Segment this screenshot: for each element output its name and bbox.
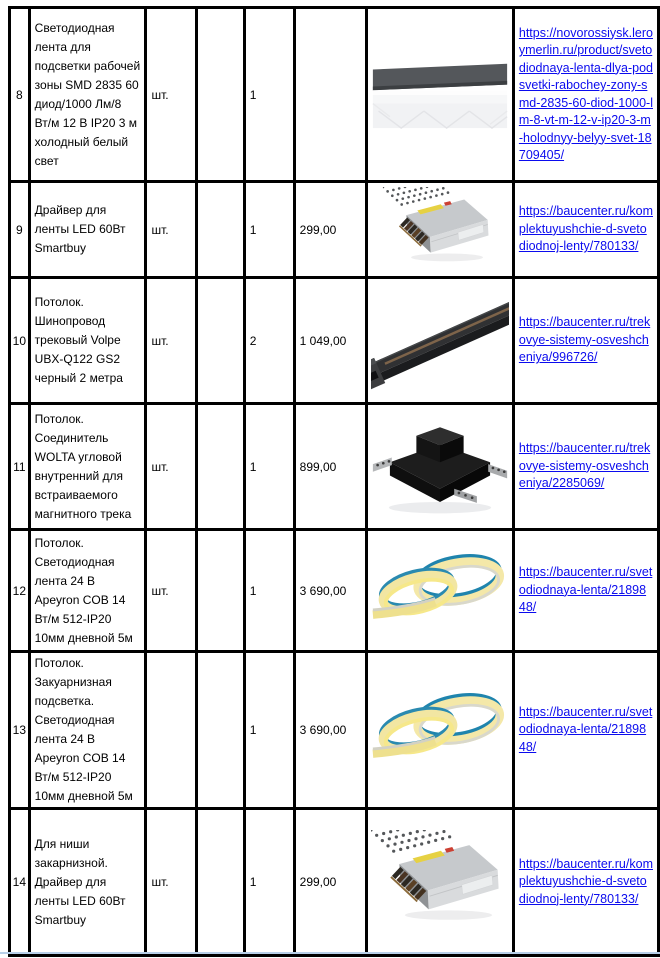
- empty-cell: [197, 278, 244, 404]
- table-row: [10, 652, 659, 809]
- quantity-cell: 1: [244, 530, 294, 652]
- product-description: Светодиодная лента для подсветки рабочей зоны SMD 2835 60 диод/1000 Лм/8 Вт/м 12 В IP20 3 м холодный белый свет: [29, 8, 146, 182]
- document-page: [8, 6, 660, 957]
- unit-cell: шт.: [146, 809, 197, 956]
- unit-cell: шт.: [146, 182, 197, 278]
- product-image-cell: [367, 809, 514, 956]
- unit-cell: шт.: [146, 530, 197, 652]
- empty-cell: [197, 404, 244, 530]
- table-row: [10, 8, 659, 182]
- quantity-cell: 2: [244, 278, 294, 404]
- product-link[interactable]: https://novorossiysk.leroymerlin.ru/product/svetodiodnaya-lenta-dlya-podsvetki-rabochey-zony-smd-2835-60-diod-1000-lm-8-vt-m-12-v-ip20-3-m-holodnyy-belyy-svet-18709405/: [518, 25, 653, 162]
- unit-cell: шт.: [146, 278, 197, 404]
- led-strip-coil-photo: [371, 539, 509, 643]
- product-description: Потолок. Соединитель WOLTA угловой внутренний для встраиваемого магнитного трека: [29, 404, 146, 530]
- product-link[interactable]: https://baucenter.ru/svetodiodnaya-lenta/2189848/: [518, 565, 653, 615]
- row-number: 9: [10, 182, 30, 278]
- product-link[interactable]: https://baucenter.ru/trekovye-sistemy-osveshcheniya/996726/: [518, 315, 651, 365]
- product-description: Потолок. Закуарнизная подсветка. Светодиодная лента 24 В Apeyron COB 14 Вт/м 512-IP20 10мм дневной 5м: [29, 652, 146, 809]
- price-cell: 299,00: [294, 809, 367, 956]
- product-image-cell: [367, 530, 514, 652]
- product-link[interactable]: https://baucenter.ru/komplektuyushchie-d-svetodiodnoj-lenty/780133/: [518, 204, 653, 254]
- product-description: Потолок. Шинопровод трековый Volpe UBX-Q122 GS2 черный 2 метра: [29, 278, 146, 404]
- price-cell: [294, 8, 367, 182]
- link-cell: [513, 404, 658, 530]
- price-cell: 3 690,00: [294, 652, 367, 809]
- quantity-cell: 1: [244, 809, 294, 956]
- product-image-cell: [367, 278, 514, 404]
- table-row: [10, 404, 659, 530]
- product-image-cell: [367, 404, 514, 530]
- products-table: [8, 6, 660, 957]
- price-cell: 3 690,00: [294, 530, 367, 652]
- link-cell: [513, 809, 658, 956]
- link-cell: [513, 182, 658, 278]
- empty-cell: [197, 652, 244, 809]
- price-cell: 1 049,00: [294, 278, 367, 404]
- table-row: [10, 182, 659, 278]
- price-cell: 299,00: [294, 182, 367, 278]
- product-link[interactable]: https://baucenter.ru/svetodiodnaya-lenta/2189848/: [518, 704, 653, 754]
- led-driver-photo: [371, 187, 509, 273]
- row-number: 12: [10, 530, 30, 652]
- product-image-cell: [367, 8, 514, 182]
- empty-cell: [197, 530, 244, 652]
- unit-cell: шт.: [146, 404, 197, 530]
- link-cell: [513, 8, 658, 182]
- price-cell: 899,00: [294, 404, 367, 530]
- quantity-cell: 1: [244, 404, 294, 530]
- product-image-cell: [367, 182, 514, 278]
- table-row: [10, 530, 659, 652]
- quantity-cell: 1: [244, 182, 294, 278]
- product-description: Для ниши закарнизной. Драйвер для ленты LED 60Вт Smartbuy: [29, 809, 146, 956]
- row-number: 8: [10, 8, 30, 182]
- product-image-cell: [367, 652, 514, 809]
- row-number: 14: [10, 809, 30, 956]
- led-strip-coil-photo: [371, 678, 509, 782]
- table-row: [10, 278, 659, 404]
- page-edge-line: [0, 952, 660, 954]
- led-driver-photo: [371, 830, 509, 934]
- track-rail-photo: [371, 289, 509, 393]
- table-row: [10, 809, 659, 956]
- link-cell: [513, 530, 658, 652]
- link-cell: [513, 278, 658, 404]
- empty-cell: [197, 8, 244, 182]
- led-strip-under-cabinet-photo: [371, 43, 509, 147]
- product-description: Потолок. Светодиодная лента 24 В Apeyron COB 14 Вт/м 512-IP20 10мм дневной 5м: [29, 530, 146, 652]
- unit-cell: [146, 652, 197, 809]
- row-number: 13: [10, 652, 30, 809]
- unit-cell: шт.: [146, 8, 197, 182]
- link-cell: [513, 652, 658, 809]
- quantity-cell: 1: [244, 652, 294, 809]
- row-number: 10: [10, 278, 30, 404]
- product-description: Драйвер для ленты LED 60Вт Smartbuy: [29, 182, 146, 278]
- row-number: 11: [10, 404, 30, 530]
- empty-cell: [197, 809, 244, 956]
- quantity-cell: 1: [244, 8, 294, 182]
- product-link[interactable]: https://baucenter.ru/trekovye-sistemy-osveshcheniya/2285069/: [518, 441, 651, 491]
- product-link[interactable]: https://baucenter.ru/komplektuyushchie-d-svetodiodnoj-lenty/780133/: [518, 856, 653, 906]
- corner-connector-photo: [371, 415, 509, 519]
- empty-cell: [197, 182, 244, 278]
